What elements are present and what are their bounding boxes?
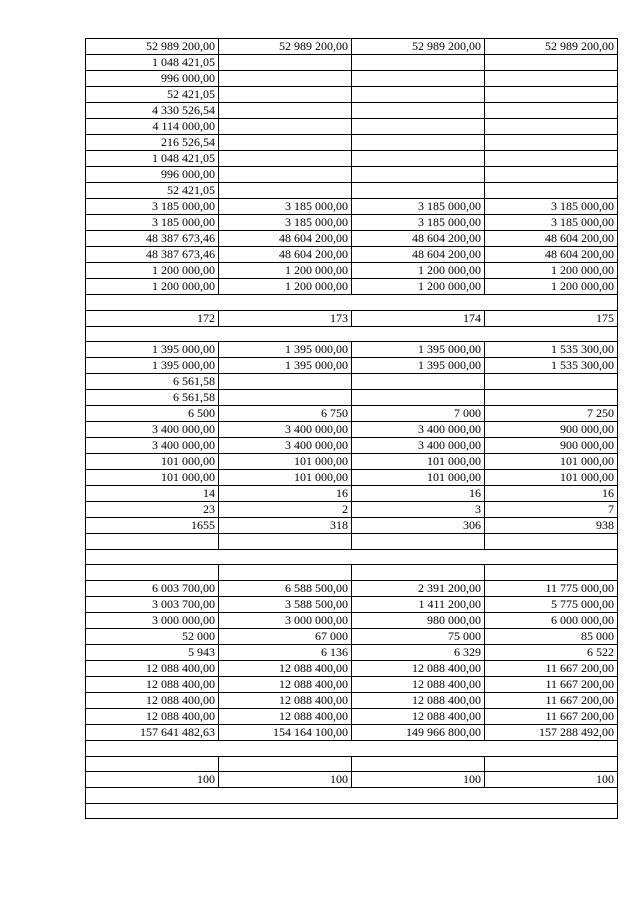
table-row bbox=[86, 87, 618, 103]
table-cell: 16 bbox=[352, 486, 485, 502]
table-cell: 1 395 000,00 bbox=[352, 342, 485, 358]
table-row bbox=[86, 596, 618, 612]
table-row bbox=[86, 628, 618, 644]
table-cell-spanning bbox=[86, 549, 618, 565]
table-cell bbox=[352, 71, 485, 87]
table-cell bbox=[219, 390, 352, 406]
table-cell: 1 200 000,00 bbox=[86, 279, 219, 295]
table-row bbox=[86, 374, 618, 390]
table-cell bbox=[219, 183, 352, 199]
table-row bbox=[86, 263, 618, 279]
table-cell: 154 164 100,00 bbox=[219, 724, 352, 740]
table-cell: 48 387 673,46 bbox=[86, 247, 219, 263]
table-cell: 14 bbox=[86, 486, 219, 502]
table-cell: 100 bbox=[86, 772, 219, 788]
table-cell: 1655 bbox=[86, 518, 219, 534]
table-cell: 1 395 000,00 bbox=[219, 358, 352, 374]
table-cell: 12 088 400,00 bbox=[86, 692, 219, 708]
table-cell: 4 330 526,54 bbox=[86, 103, 219, 119]
table-cell: 3 400 000,00 bbox=[86, 438, 219, 454]
table-cell: 12 088 400,00 bbox=[86, 708, 219, 724]
table-cell: 67 000 bbox=[219, 628, 352, 644]
table-cell: 157 641 482,63 bbox=[86, 724, 219, 740]
table-cell: 1 535 300,00 bbox=[485, 342, 618, 358]
table-row bbox=[86, 55, 618, 71]
table-cell bbox=[485, 167, 618, 183]
table-cell: 52 000 bbox=[86, 628, 219, 644]
table-row bbox=[86, 534, 618, 550]
table-cell bbox=[352, 534, 485, 550]
table-cell: 52 421,05 bbox=[86, 183, 219, 199]
table-cell bbox=[485, 71, 618, 87]
table-cell bbox=[219, 119, 352, 135]
table-cell bbox=[485, 374, 618, 390]
table-cell: 100 bbox=[219, 772, 352, 788]
table-row bbox=[86, 518, 618, 534]
table-cell: 3 400 000,00 bbox=[86, 422, 219, 438]
table-cell bbox=[485, 103, 618, 119]
table-row bbox=[86, 438, 618, 454]
table-cell: 12 088 400,00 bbox=[352, 676, 485, 692]
table-cell: 900 000,00 bbox=[485, 438, 618, 454]
table-row bbox=[86, 470, 618, 486]
table-cell bbox=[485, 756, 618, 772]
table-cell: 6 561,58 bbox=[86, 374, 219, 390]
table-cell: 3 588 500,00 bbox=[219, 596, 352, 612]
table-cell: 6 561,58 bbox=[86, 390, 219, 406]
table-cell bbox=[352, 374, 485, 390]
table-cell bbox=[352, 119, 485, 135]
table-cell: 4 114 000,00 bbox=[86, 119, 219, 135]
table-cell: 1 048 421,05 bbox=[86, 55, 219, 71]
table-cell: 7 000 bbox=[352, 406, 485, 422]
table-row bbox=[86, 279, 618, 295]
table-cell: 11 775 000,00 bbox=[485, 580, 618, 596]
table-cell: 12 088 400,00 bbox=[219, 660, 352, 676]
table-cell: 3 185 000,00 bbox=[86, 215, 219, 231]
table-cell: 101 000,00 bbox=[352, 454, 485, 470]
table-cell-spanning bbox=[86, 740, 618, 756]
table-row bbox=[86, 772, 618, 788]
table-row bbox=[86, 612, 618, 628]
table-row bbox=[86, 692, 618, 708]
table-cell bbox=[219, 756, 352, 772]
table-cell bbox=[219, 87, 352, 103]
table-row bbox=[86, 167, 618, 183]
table-row bbox=[86, 39, 618, 55]
table-cell: 100 bbox=[485, 772, 618, 788]
table-cell bbox=[352, 87, 485, 103]
table-cell-spanning bbox=[86, 326, 618, 342]
table-row bbox=[86, 660, 618, 676]
table-cell: 1 200 000,00 bbox=[485, 279, 618, 295]
table-cell: 5 775 000,00 bbox=[485, 596, 618, 612]
table-cell: 11 667 200,00 bbox=[485, 660, 618, 676]
table-cell: 3 400 000,00 bbox=[352, 438, 485, 454]
table-row bbox=[86, 295, 618, 311]
table-cell: 173 bbox=[219, 310, 352, 326]
table-row bbox=[86, 71, 618, 87]
table-row bbox=[86, 215, 618, 231]
table-cell: 318 bbox=[219, 518, 352, 534]
table-cell: 1 200 000,00 bbox=[86, 263, 219, 279]
table-cell: 52 989 200,00 bbox=[352, 39, 485, 55]
table-row bbox=[86, 342, 618, 358]
table-cell: 7 bbox=[485, 502, 618, 518]
table-row bbox=[86, 740, 618, 756]
table-cell: 48 604 200,00 bbox=[352, 247, 485, 263]
table-row bbox=[86, 231, 618, 247]
table-row bbox=[86, 358, 618, 374]
table-cell: 216 526,54 bbox=[86, 135, 219, 151]
table-row bbox=[86, 788, 618, 804]
table-cell: 85 000 bbox=[485, 628, 618, 644]
table-cell: 75 000 bbox=[352, 628, 485, 644]
table-cell bbox=[86, 756, 219, 772]
table-cell: 3 185 000,00 bbox=[352, 199, 485, 215]
table-cell: 3 000 000,00 bbox=[219, 612, 352, 628]
table-cell: 149 966 800,00 bbox=[352, 724, 485, 740]
table-cell bbox=[352, 135, 485, 151]
table-cell: 101 000,00 bbox=[352, 470, 485, 486]
table-row bbox=[86, 326, 618, 342]
table-cell: 1 535 300,00 bbox=[485, 358, 618, 374]
table-row bbox=[86, 310, 618, 326]
table-row bbox=[86, 390, 618, 406]
table-cell: 101 000,00 bbox=[86, 470, 219, 486]
data-table bbox=[85, 38, 618, 819]
table-cell bbox=[86, 565, 219, 581]
table-cell: 1 200 000,00 bbox=[352, 263, 485, 279]
table-cell: 2 bbox=[219, 502, 352, 518]
table-row bbox=[86, 756, 618, 772]
table-cell: 12 088 400,00 bbox=[352, 660, 485, 676]
table-cell: 3 003 700,00 bbox=[86, 596, 219, 612]
table-cell bbox=[219, 167, 352, 183]
table-cell: 157 288 492,00 bbox=[485, 724, 618, 740]
table-cell bbox=[485, 151, 618, 167]
table-cell: 52 989 200,00 bbox=[485, 39, 618, 55]
table-cell-spanning bbox=[86, 788, 618, 804]
table-row bbox=[86, 199, 618, 215]
table-row bbox=[86, 708, 618, 724]
table-cell bbox=[485, 534, 618, 550]
table-cell bbox=[219, 374, 352, 390]
table-cell: 101 000,00 bbox=[86, 454, 219, 470]
table-cell: 1 395 000,00 bbox=[86, 342, 219, 358]
table-cell: 996 000,00 bbox=[86, 167, 219, 183]
table-row bbox=[86, 565, 618, 581]
table-cell bbox=[485, 87, 618, 103]
table-cell: 3 400 000,00 bbox=[219, 438, 352, 454]
table-cell bbox=[352, 55, 485, 71]
table-cell bbox=[219, 55, 352, 71]
table-cell bbox=[219, 103, 352, 119]
table-cell: 12 088 400,00 bbox=[86, 660, 219, 676]
table-cell: 48 604 200,00 bbox=[352, 231, 485, 247]
table-cell: 1 200 000,00 bbox=[485, 263, 618, 279]
table-cell bbox=[352, 756, 485, 772]
table-row bbox=[86, 183, 618, 199]
table-cell: 1 200 000,00 bbox=[352, 279, 485, 295]
table-cell: 6 750 bbox=[219, 406, 352, 422]
table-cell: 980 000,00 bbox=[352, 612, 485, 628]
table-cell: 16 bbox=[485, 486, 618, 502]
table-cell: 3 185 000,00 bbox=[485, 215, 618, 231]
table-row bbox=[86, 486, 618, 502]
table-cell: 174 bbox=[352, 310, 485, 326]
table-cell: 3 185 000,00 bbox=[86, 199, 219, 215]
table-cell bbox=[485, 390, 618, 406]
table-row bbox=[86, 580, 618, 596]
table-row bbox=[86, 549, 618, 565]
table-cell bbox=[219, 71, 352, 87]
table-cell: 1 395 000,00 bbox=[86, 358, 219, 374]
table-cell: 6 522 bbox=[485, 644, 618, 660]
table-cell: 996 000,00 bbox=[86, 71, 219, 87]
table-cell: 52 989 200,00 bbox=[86, 39, 219, 55]
table-cell: 12 088 400,00 bbox=[352, 692, 485, 708]
table-cell: 6 003 700,00 bbox=[86, 580, 219, 596]
table-cell: 3 bbox=[352, 502, 485, 518]
table-cell: 6 500 bbox=[86, 406, 219, 422]
table-cell: 11 667 200,00 bbox=[485, 676, 618, 692]
table-row bbox=[86, 724, 618, 740]
table-row bbox=[86, 247, 618, 263]
table-cell: 12 088 400,00 bbox=[219, 676, 352, 692]
table-cell: 6 329 bbox=[352, 644, 485, 660]
table-cell bbox=[485, 565, 618, 581]
table-cell bbox=[352, 103, 485, 119]
table-cell: 52 421,05 bbox=[86, 87, 219, 103]
table-cell: 48 604 200,00 bbox=[485, 247, 618, 263]
table-row bbox=[86, 644, 618, 660]
table-row bbox=[86, 676, 618, 692]
table-row bbox=[86, 803, 618, 819]
table-cell: 101 000,00 bbox=[485, 470, 618, 486]
table-cell-spanning bbox=[86, 295, 618, 311]
table-cell: 48 604 200,00 bbox=[485, 231, 618, 247]
table-cell: 6 588 500,00 bbox=[219, 580, 352, 596]
table-cell: 12 088 400,00 bbox=[352, 708, 485, 724]
table-cell bbox=[86, 534, 219, 550]
table-cell bbox=[485, 119, 618, 135]
table-cell-spanning bbox=[86, 803, 618, 819]
table-cell: 12 088 400,00 bbox=[219, 708, 352, 724]
table-cell bbox=[352, 151, 485, 167]
table-cell: 1 395 000,00 bbox=[352, 358, 485, 374]
table-cell: 3 400 000,00 bbox=[352, 422, 485, 438]
table-cell bbox=[485, 135, 618, 151]
table-cell bbox=[352, 565, 485, 581]
table-cell: 101 000,00 bbox=[485, 454, 618, 470]
table-cell: 48 604 200,00 bbox=[219, 231, 352, 247]
table-cell: 175 bbox=[485, 310, 618, 326]
table-cell: 3 185 000,00 bbox=[485, 199, 618, 215]
table-row bbox=[86, 406, 618, 422]
table-cell: 2 391 200,00 bbox=[352, 580, 485, 596]
table-cell: 306 bbox=[352, 518, 485, 534]
table-cell: 101 000,00 bbox=[219, 470, 352, 486]
table-row bbox=[86, 502, 618, 518]
table-cell: 101 000,00 bbox=[219, 454, 352, 470]
table-cell: 16 bbox=[219, 486, 352, 502]
table-cell: 3 185 000,00 bbox=[219, 215, 352, 231]
table-row bbox=[86, 454, 618, 470]
table-cell: 11 667 200,00 bbox=[485, 692, 618, 708]
table-cell: 1 411 200,00 bbox=[352, 596, 485, 612]
table-row bbox=[86, 135, 618, 151]
table-cell: 23 bbox=[86, 502, 219, 518]
table-cell: 1 048 421,05 bbox=[86, 151, 219, 167]
table-cell: 48 604 200,00 bbox=[219, 247, 352, 263]
table-cell: 11 667 200,00 bbox=[485, 708, 618, 724]
table-cell: 3 185 000,00 bbox=[352, 215, 485, 231]
table-cell: 3 000 000,00 bbox=[86, 612, 219, 628]
table-cell: 3 400 000,00 bbox=[219, 422, 352, 438]
table-cell: 12 088 400,00 bbox=[86, 676, 219, 692]
table-row bbox=[86, 422, 618, 438]
table-cell bbox=[219, 135, 352, 151]
table-cell: 1 200 000,00 bbox=[219, 263, 352, 279]
table-row bbox=[86, 103, 618, 119]
table-cell bbox=[352, 167, 485, 183]
table-cell: 3 185 000,00 bbox=[219, 199, 352, 215]
table-cell bbox=[219, 534, 352, 550]
table-cell: 52 989 200,00 bbox=[219, 39, 352, 55]
table-cell: 6 000 000,00 bbox=[485, 612, 618, 628]
table-cell: 100 bbox=[352, 772, 485, 788]
table-row bbox=[86, 151, 618, 167]
table-body bbox=[86, 39, 618, 819]
table-cell bbox=[485, 55, 618, 71]
table-row bbox=[86, 119, 618, 135]
table-cell bbox=[219, 565, 352, 581]
table-cell bbox=[219, 151, 352, 167]
table-cell: 12 088 400,00 bbox=[219, 692, 352, 708]
table-cell: 7 250 bbox=[485, 406, 618, 422]
table-cell: 1 200 000,00 bbox=[219, 279, 352, 295]
table-cell: 938 bbox=[485, 518, 618, 534]
table-cell: 1 395 000,00 bbox=[219, 342, 352, 358]
table-cell bbox=[352, 183, 485, 199]
table-cell bbox=[352, 390, 485, 406]
table-cell: 172 bbox=[86, 310, 219, 326]
table-cell bbox=[485, 183, 618, 199]
table-cell: 48 387 673,46 bbox=[86, 231, 219, 247]
table-cell: 5 943 bbox=[86, 644, 219, 660]
table-cell: 900 000,00 bbox=[485, 422, 618, 438]
table-cell: 6 136 bbox=[219, 644, 352, 660]
